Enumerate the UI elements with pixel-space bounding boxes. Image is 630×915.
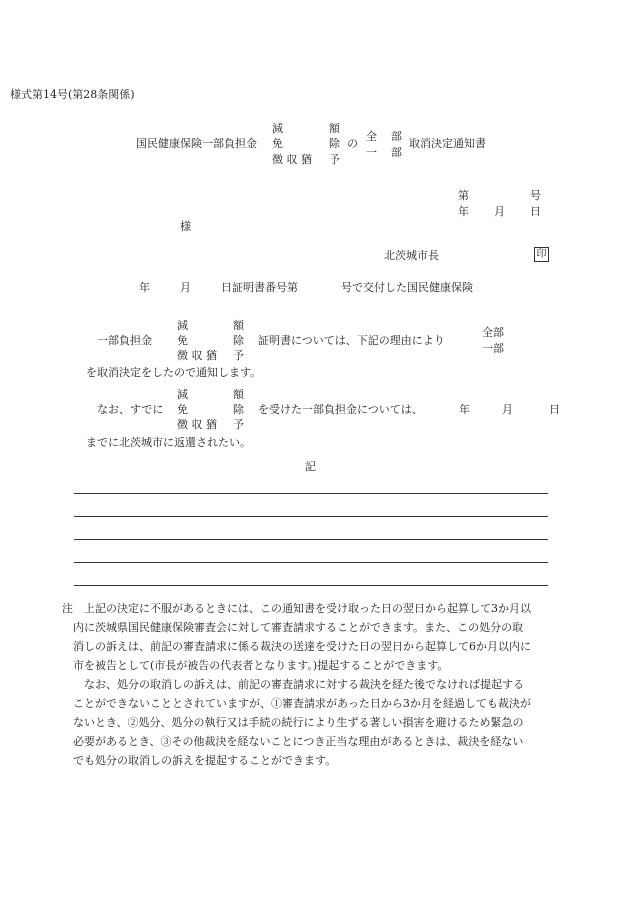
- title-part-char: 一: [366, 146, 377, 159]
- line4-defer-chars: 徴 収 猶: [177, 418, 217, 431]
- line4-exclude-char: 除: [233, 403, 244, 416]
- date-day: 日: [530, 205, 541, 218]
- line4-month: 月: [502, 403, 513, 416]
- line4-text: を受けた一部負担金については、: [258, 403, 423, 416]
- ki-heading: 記: [305, 460, 316, 473]
- form-number: 様式第14号(第28条関係): [10, 88, 135, 101]
- title-defer-chars: 徴 収 猶: [272, 153, 312, 166]
- line4-year: 年: [459, 403, 470, 416]
- line4-day: 日: [549, 403, 560, 416]
- title-no: の: [347, 137, 358, 150]
- note-line: ことができないこととされていますが、①審査請求があった日から3か月を経過しても裁決が: [62, 697, 531, 710]
- line3: を取消決定をしたので通知します。: [86, 366, 262, 379]
- reason-line-2: [74, 516, 548, 517]
- note-line: ないとき、②処分、処分の執行又は手続の続行により生ずる著しい損害を避けるため緊急の: [62, 716, 524, 729]
- line2-all: 全部: [482, 326, 504, 339]
- line1-month: 月: [180, 281, 191, 294]
- line5: までに北茨城市に返還されたい。: [86, 436, 251, 449]
- line2-lead: 一部負担金: [97, 334, 152, 347]
- note-block: [62, 599, 562, 770]
- line1-text-b: 号で交付した国民健康保険: [341, 281, 473, 294]
- note-line: なお、処分の取消しの訴えは、前記の審査請求に対する裁決を経た後でなければ提起する: [62, 678, 524, 691]
- line4-lead: なお、すでに: [97, 403, 164, 416]
- line4-reduce-char: 減: [177, 388, 188, 401]
- line2-text: 証明書については、下記の理由により: [258, 334, 445, 347]
- reason-line-5: [74, 585, 548, 586]
- doc-number-go: 号: [530, 189, 541, 202]
- doc-number-dai: 第: [458, 189, 469, 202]
- title-amount-char: 額: [329, 122, 340, 135]
- issuer: 北茨城市長: [384, 249, 439, 262]
- line4-exempt-char: 免: [177, 403, 188, 416]
- line2-reduce-char: 減: [177, 319, 188, 332]
- reason-line-4: [74, 562, 548, 563]
- line1-year: 年: [139, 281, 150, 294]
- line2-part: 一部: [482, 342, 504, 355]
- title-exempt-char: 免: [272, 137, 283, 150]
- reason-line-3: [74, 539, 548, 540]
- line2-exempt-char: 免: [177, 334, 188, 347]
- note-line: 注 上記の決定に不服があるときには、この通知書を受け取った日の翌日から起算して3か月以: [62, 602, 531, 615]
- reason-line-1: [74, 493, 548, 494]
- title-lead: 国民健康保険一部負担金: [136, 137, 257, 150]
- date-year: 年: [458, 205, 469, 218]
- line4-amount-char: 額: [233, 388, 244, 401]
- title-all-char: 全: [366, 130, 377, 143]
- note-line: 消しの訴えは、前記の審査請求に係る裁決の送達を受けた日の翌日から起算して6か月以内に: [62, 640, 531, 653]
- note-line: 内に茨城県国民健康保険審査会に対して審査請求することができます。また、この処分の取: [62, 621, 524, 634]
- title-bu-1: 部: [391, 130, 402, 143]
- title-exclude-char: 除: [329, 137, 340, 150]
- addressee-suffix: 様: [180, 220, 191, 233]
- note-line: 必要があるとき、③その他裁決を経ないことにつき正当な理由があるときは、裁決を経ない: [62, 735, 524, 748]
- date-month: 月: [494, 205, 505, 218]
- note-line: でも処分の取消しの訴えを提起することができます。: [62, 754, 337, 767]
- seal-mark: 印: [534, 247, 549, 262]
- title-bu-2: 部: [391, 146, 402, 159]
- note-line: 市を被告として(市長が被告の代表者となります。)提起することができます。: [62, 659, 449, 672]
- line2-amount-char: 額: [233, 319, 244, 332]
- title-postpone-char: 予: [329, 153, 340, 166]
- title-tail: 取消決定通知書: [409, 137, 486, 150]
- line2-exclude-char: 除: [233, 334, 244, 347]
- line2-postpone-char: 予: [233, 349, 244, 362]
- line1-text-a: 日証明書番号第: [221, 281, 298, 294]
- line2-defer-chars: 徴 収 猶: [177, 349, 217, 362]
- line4-postpone-char: 予: [233, 418, 244, 431]
- title-reduce-char: 減: [272, 122, 283, 135]
